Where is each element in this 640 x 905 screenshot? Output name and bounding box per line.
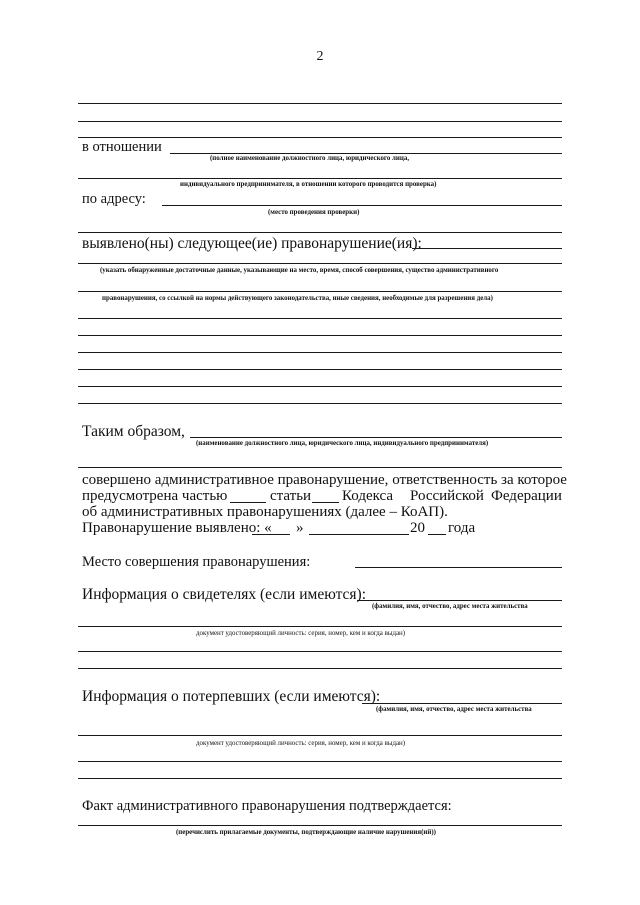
place-field[interactable] bbox=[355, 567, 562, 568]
detected-quote-close: » bbox=[296, 520, 304, 536]
place-label: Место совершения правонарушения: bbox=[82, 554, 311, 570]
blank-line[interactable] bbox=[78, 335, 562, 336]
blank-line[interactable] bbox=[78, 651, 562, 652]
conclusion-federation-label: Федерации bbox=[491, 488, 562, 504]
blank-line[interactable] bbox=[78, 352, 562, 353]
page-number: 2 bbox=[316, 49, 324, 64]
addressee-caption: (полное наименование должностного лица, юридического лица, bbox=[210, 154, 410, 162]
blank-line[interactable] bbox=[78, 121, 562, 122]
witnesses-name-caption: (фамилия, имя, отчество, адрес места жительства bbox=[372, 602, 528, 610]
blank-line[interactable] bbox=[78, 761, 562, 762]
violations-caption-2: правонарушения, со ссылкой на нормы действующего законодательства, иные сведения, необходимые для разрешения дела) bbox=[102, 294, 493, 302]
blank-line[interactable] bbox=[78, 778, 562, 779]
word: за bbox=[501, 472, 514, 488]
violations-field-3[interactable] bbox=[78, 291, 562, 292]
fact-label: Факт административного правонарушения подтверждается: bbox=[82, 798, 452, 814]
victims-field-2[interactable] bbox=[78, 735, 562, 736]
blank-line[interactable] bbox=[78, 137, 562, 138]
word: правонарушение, bbox=[277, 472, 389, 488]
violations-field[interactable] bbox=[412, 248, 562, 249]
victims-name-caption: (фамилия, имя, отчество, адрес места жительства bbox=[376, 705, 532, 713]
article-number-field[interactable] bbox=[312, 502, 339, 503]
detected-year-field[interactable] bbox=[428, 534, 446, 535]
word: совершено bbox=[82, 472, 152, 488]
victims-doc-caption: документ удостоверяющий личность: серия, номер, кем и когда выдан) bbox=[196, 739, 406, 747]
conclusion-label: Таким образом, bbox=[82, 423, 185, 440]
conclusion-text-line1 bbox=[82, 472, 567, 488]
blank-line[interactable] bbox=[78, 318, 562, 319]
witnesses-doc-caption: документ удостоверяющий личность: серия, номер, кем и когда выдан) bbox=[196, 629, 406, 637]
word: административное bbox=[154, 472, 274, 488]
address-caption: (место проведения проверки) bbox=[268, 208, 360, 216]
blank-line[interactable] bbox=[78, 103, 562, 104]
blank-line[interactable] bbox=[78, 369, 562, 370]
blank-line[interactable] bbox=[78, 232, 562, 233]
fact-caption: (перечислить прилагаемые документы, подтверждающие наличие нарушения(ий)) bbox=[176, 828, 436, 836]
conclusion-caption: (наименование должностного лица, юридического лица, индивидуального предпринимателя) bbox=[196, 439, 489, 447]
violations-label: выявлено(ны) следующее(ие) правонарушение(ия): bbox=[82, 235, 422, 252]
word: ответственность bbox=[392, 472, 498, 488]
conclusion-field[interactable] bbox=[190, 437, 562, 438]
address-label: по адресу: bbox=[82, 191, 146, 207]
part-number-field[interactable] bbox=[230, 502, 266, 503]
witnesses-field-2[interactable] bbox=[78, 626, 562, 627]
conclusion-text-line3: об административных правонарушениях (далее – КоАП). bbox=[82, 504, 448, 520]
witnesses-field[interactable] bbox=[357, 600, 562, 601]
detected-day-field[interactable] bbox=[252, 534, 290, 535]
address-field[interactable] bbox=[162, 205, 562, 206]
word: которое bbox=[517, 472, 567, 488]
blank-line[interactable] bbox=[78, 403, 562, 404]
violations-field-2[interactable] bbox=[78, 263, 562, 264]
detected-month-field[interactable] bbox=[309, 534, 409, 535]
conclusion-article-label: статьи bbox=[270, 488, 312, 504]
conclusion-field-2[interactable] bbox=[78, 467, 562, 468]
detected-year-suffix: года bbox=[448, 520, 476, 536]
detected-label: Правонарушение выявлено: « bbox=[82, 520, 272, 536]
conclusion-code-label: Кодекса bbox=[342, 488, 394, 504]
victims-field[interactable] bbox=[362, 703, 562, 704]
addressee-caption-2: индивидуального предпринимателя, в отношении которого проводится проверка) bbox=[180, 180, 437, 188]
blank-line[interactable] bbox=[78, 668, 562, 669]
violations-caption: (указать обнаруженные достаточные данные, указывающие на место, время, способ совершения, существо административного bbox=[100, 266, 499, 274]
victims-label: Информация о потерпевших (если имеются): bbox=[82, 688, 381, 705]
blank-line[interactable] bbox=[78, 386, 562, 387]
witnesses-label: Информация о свидетелях (если имеются): bbox=[82, 586, 367, 603]
addressee-field-2[interactable] bbox=[78, 178, 562, 179]
addressee-label: в отношении bbox=[82, 139, 162, 155]
conclusion-part-label: предусмотрена частью bbox=[82, 488, 228, 504]
fact-field[interactable] bbox=[78, 825, 562, 826]
conclusion-russian-label: Российской bbox=[410, 488, 484, 504]
detected-year-prefix: 20 bbox=[410, 520, 425, 536]
